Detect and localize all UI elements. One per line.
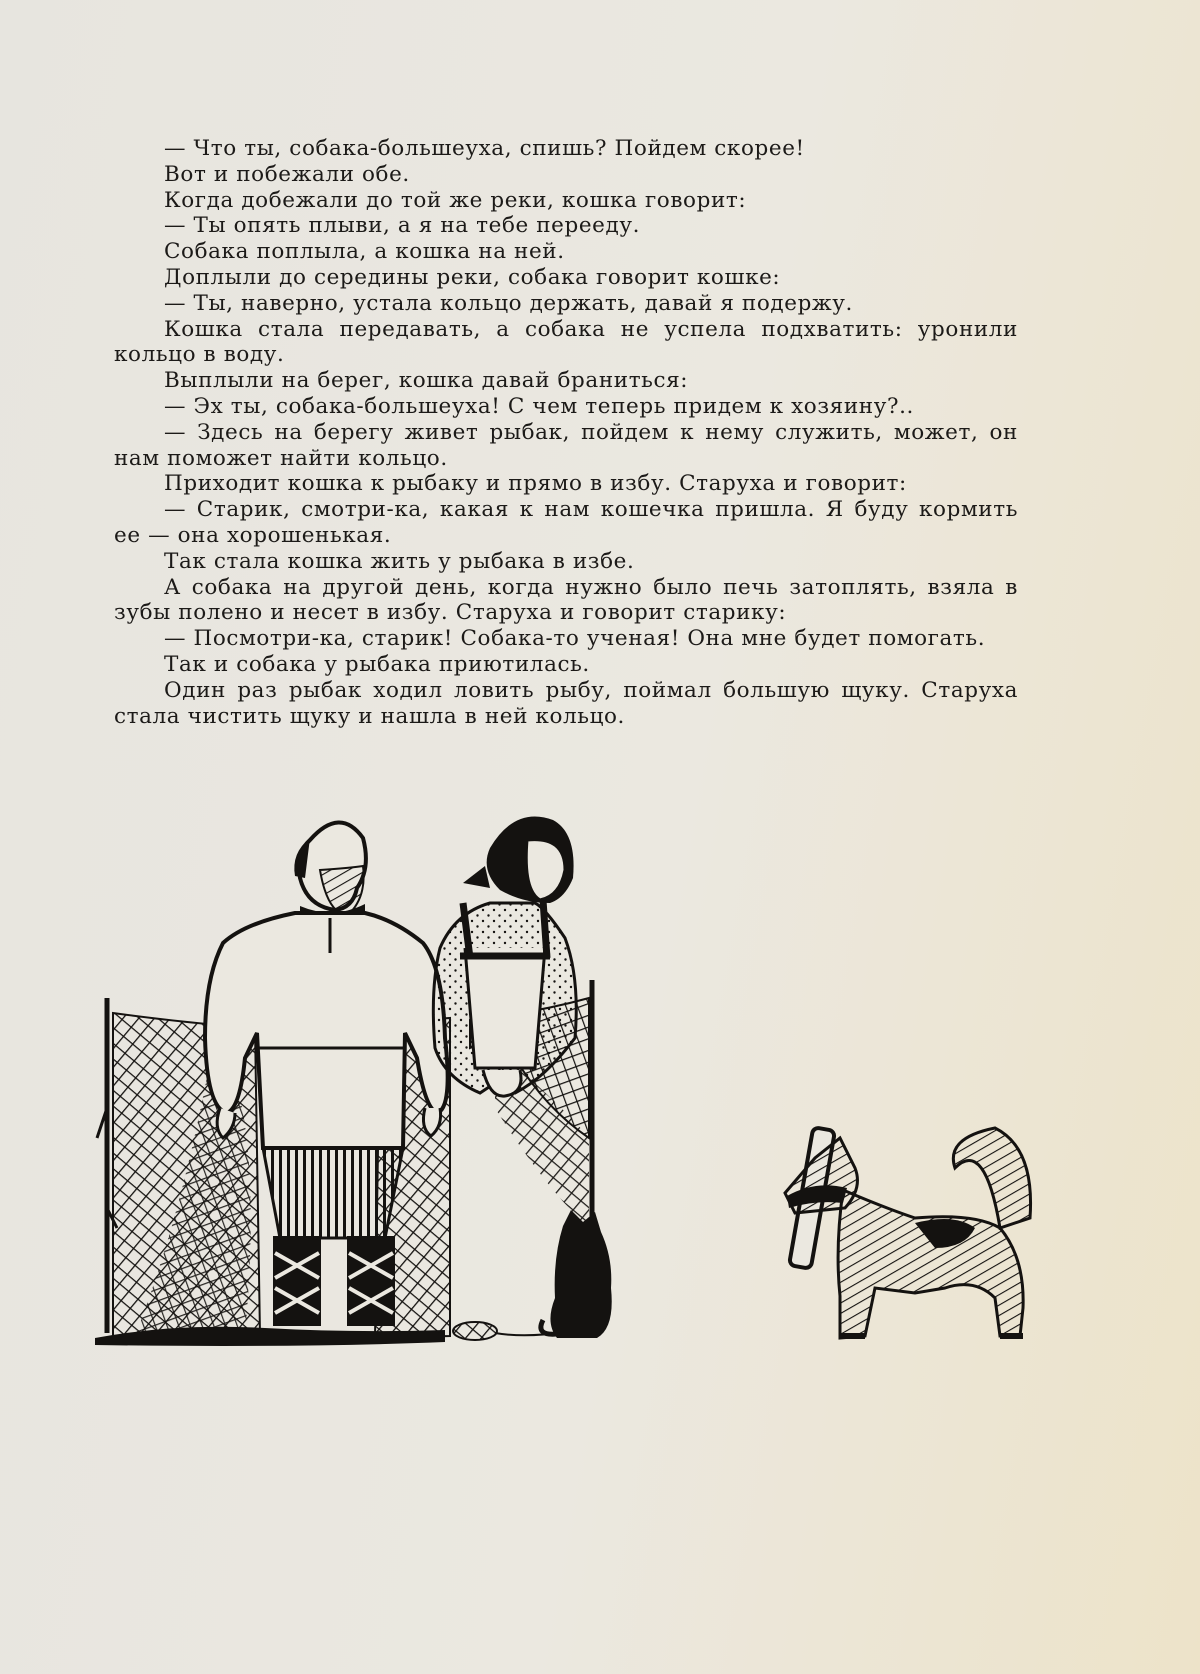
paragraph: Один раз рыбак ходил ловить рыбу, поймал большую щуку. Старуха стала чистить щуку и нашла в ней кольцо. [114, 677, 1018, 729]
paragraph: Так и собака у рыбака приютилась. [164, 651, 590, 677]
paragraph: Приходит кошка к рыбаку и прямо в избу. Старуха и говорит: [164, 471, 907, 497]
paragraph: Когда добежали до той же реки, кошка говорит: [164, 187, 747, 213]
paragraph: — Ты, наверно, устала кольцо держать, давай я подержу. [164, 290, 853, 316]
paragraph: — Посмотри-ка, старик! Собака-то ученая! Она мне будет помогать. [164, 626, 986, 652]
paragraph: — Что ты, собака-большеуха, спишь? Пойдем скорее! [164, 136, 805, 161]
paragraph: — Эх ты, собака-большеуха! С чем теперь придем к хозяину?.. [164, 393, 914, 419]
story-text [114, 136, 1018, 729]
paragraph: А собака на другой день, когда нужно было печь затоплять, взяла в зубы полено и несет в избу. Старуха и говорит старику: [114, 574, 1018, 626]
paragraph: Собака поплыла, а кошка на ней. [164, 239, 565, 265]
ink-illustration [95, 808, 1045, 1448]
paragraph: Кошка стала передавать, а собака не успела подхватить: уронили кольцо в воду. [114, 316, 1018, 368]
paragraph: Выплыли на берег, кошка давай браниться: [164, 368, 689, 394]
paragraph: Так стала кошка жить у рыбака в избе. [164, 548, 635, 574]
paragraph: — Старик, смотри-ка, какая к нам кошечка пришла. Я буду кормить ее — она хорошенькая. [114, 497, 1018, 548]
paragraph: — Ты опять плыви, а я на тебе перееду. [164, 213, 641, 239]
paragraph: Доплыли до середины реки, собака говорит кошке: [164, 264, 781, 290]
paragraph: Вот и побежали обе. [164, 161, 410, 187]
dog-with-log [785, 1127, 1031, 1338]
paragraph: — Здесь на берегу живет рыбак, пойдем к нему служить, может, он нам поможет найти кольцо. [114, 419, 1018, 471]
